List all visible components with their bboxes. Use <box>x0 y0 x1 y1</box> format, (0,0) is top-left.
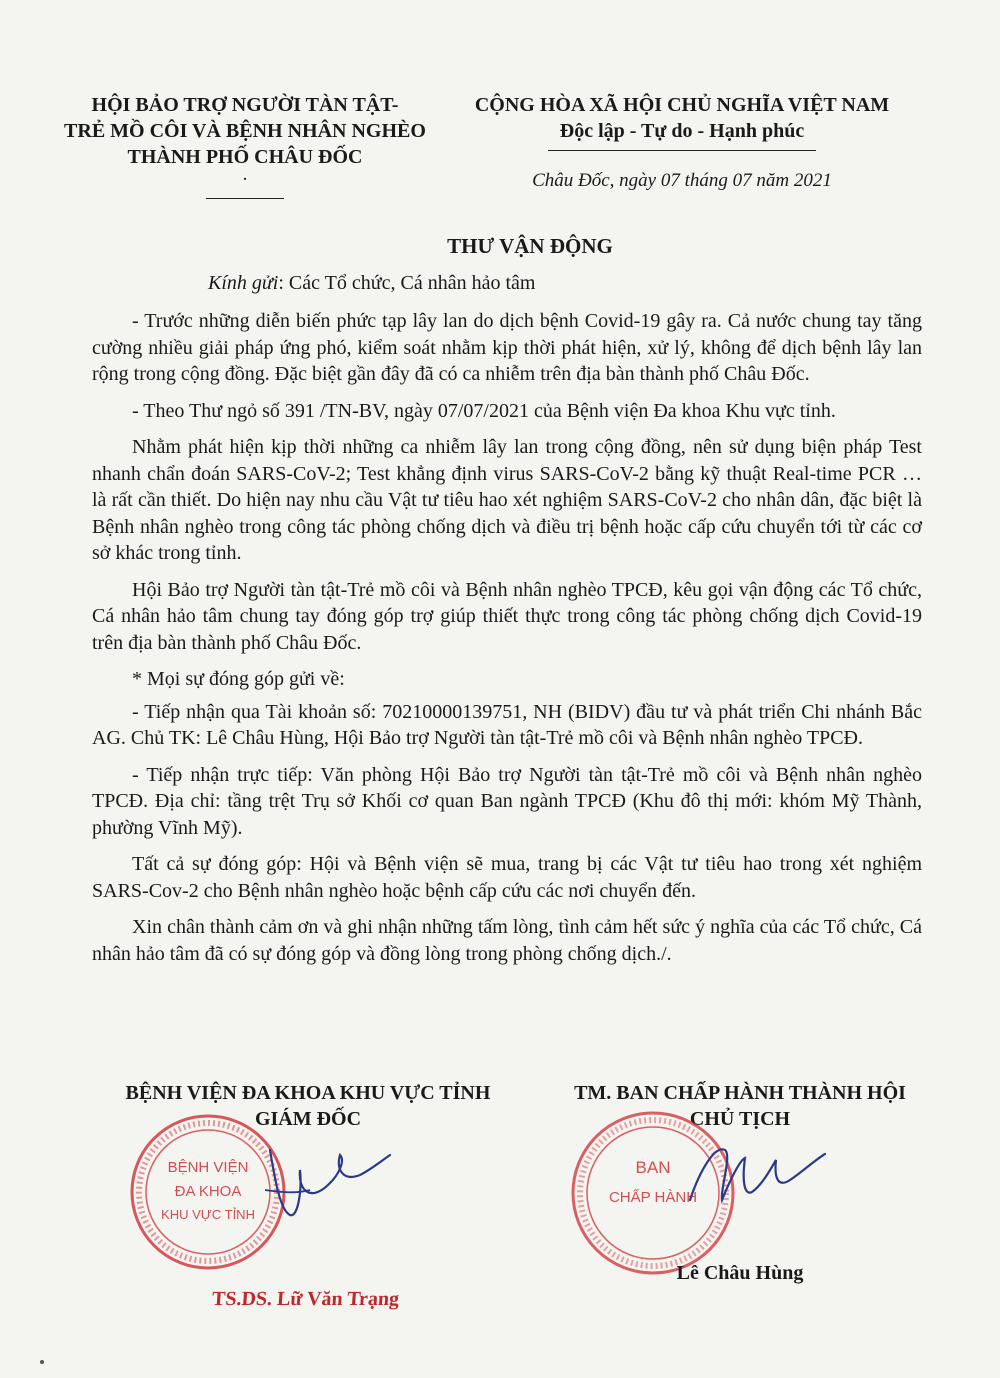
issuer-line-1: HỘI BẢO TRỢ NGƯỜI TÀN TẬT- <box>91 94 399 116</box>
paragraph: - Trước những diễn biến phức tạp lây lan do dịch bệnh Covid-19 gây ra. Cả nước chung tay tăng cường nhiều giải pháp ứng phó, kiểm soát nhằm kịp thời phát hiện, xử lý, không để dịch bệnh lây lan rộng trong cộng đồng. Đặc biệt gần đây đã có ca nhiễm trên địa bàn thành phố Châu Đốc. <box>92 310 922 385</box>
paragraph: Xin chân thành cảm ơn và ghi nhận những tấm lòng, tình cảm hết sức ý nghĩa của các Tổ chức, Cá nhân hảo tâm đã có sự đóng góp và đồng lòng trong phòng chống dịch./. <box>92 916 922 965</box>
signer-role-right: CHỦ TỊCH <box>689 1108 791 1130</box>
issuer-divider <box>206 198 284 199</box>
paragraph: Tất cả sự đóng góp: Hội và Bệnh viện sẽ mua, trang bị các Vật tư tiêu hao trong xét nghiệm SARS-Cov-2 cho Bệnh nhân nghèo hoặc bệnh cấp cứu các nơi chuyển đến. <box>92 853 922 902</box>
signer-name-right: Lê Châu Hùng <box>676 1262 804 1284</box>
national-title: CỘNG HÒA XÃ HỘI CHỦ NGHĨA VIỆT NAM <box>474 94 890 116</box>
national-header <box>462 92 902 151</box>
signature-right <box>680 1130 830 1220</box>
paragraph: * Mọi sự đóng góp gửi về: <box>132 668 345 690</box>
stamp-line: CHẤP HÀNH <box>608 1189 698 1206</box>
signature-left <box>250 1130 400 1230</box>
issuer-line-3: THÀNH PHỐ CHÂU ĐỐC <box>127 146 363 168</box>
signer-role-left: GIÁM ĐỐC <box>254 1108 362 1130</box>
paragraph: - Tiếp nhận trực tiếp: Văn phòng Hội Bảo trợ Người tàn tật-Trẻ mồ côi và Bệnh nhân nghèo TPCĐ. Địa chỉ: tầng trệt Trụ sở Khối cơ quan Ban ngành TPCĐ (Khu đô thị mới: khóm Mỹ Thành, phường Vĩnh Mỹ). <box>92 763 922 839</box>
paragraph: - Tiếp nhận qua Tài khoản số: 70210000139751, NH (BIDV) đầu tư và phát triển Chi nhánh Bắc AG. Chủ TK: Lê Châu Hùng, Hội Bảo trợ Người tàn tật-Trẻ mồ côi và Bệnh nhân nghèo TPCĐ. <box>92 700 922 749</box>
greeting-text: : Các Tổ chức, Cá nhân hảo tâm <box>278 272 536 294</box>
national-divider <box>548 150 816 151</box>
national-motto: Độc lập - Tự do - Hạnh phúc <box>559 120 805 142</box>
signer-org-left: BỆNH VIỆN ĐA KHOA KHU VỰC TỈNH <box>125 1082 491 1104</box>
scan-speck <box>40 1360 44 1364</box>
signer-name-left: TS.DS. Lữ Văn Trạng <box>211 1288 400 1310</box>
issuer-line-2: TRẺ MỒ CÔI VÀ BỆNH NHÂN NGHÈO <box>64 120 426 142</box>
paragraph: Hội Bảo trợ Người tàn tật-Trẻ mồ côi và Bệnh nhân nghèo TPCĐ, kêu gọi vận động các Tổ chức, Cá nhân hảo tâm chung tay đóng góp trợ giúp thiết thực trong công tác phòng chống dịch Covid-19 trên địa bàn thành phố Châu Đốc. <box>92 578 922 654</box>
greeting-label: Kính gửi <box>208 272 279 294</box>
stamp-line: KHU VỰC TỈNH <box>161 1207 255 1222</box>
issuer-header <box>30 92 460 199</box>
paragraph: Nhằm phát hiện kịp thời những ca nhiễm lây lan trong cộng đồng, nên sử dụng biện pháp Test nhanh chẩn đoán SARS-CoV-2; Test khẳng định virus SARS-CoV-2 bằng kỹ thuật Real-time PCR … là rất cần thiết. Do hiện nay nhu cầu Vật tư tiêu hao xét nghiệm SARS-CoV-2 cho nhân dân, đặc biệt là Bệnh nhân nghèo trong công tác phòng chống dịch và điều trị bệnh hoặc cấp cứu chuyển tới từ các cơ sở khác trong tỉnh. <box>92 436 922 564</box>
greeting <box>208 272 535 295</box>
issuer-dot: . <box>243 169 247 184</box>
stamp-line: BỆNH VIỆN <box>167 1159 249 1176</box>
stamp-line: ĐA KHOA <box>174 1183 242 1200</box>
paragraph: - Theo Thư ngỏ số 391 /TN-BV, ngày 07/07/2021 của Bệnh viện Đa khoa Khu vực tỉnh. <box>132 399 836 422</box>
dateline: Châu Đốc, ngày 07 tháng 07 năm 2021 <box>532 170 832 191</box>
signer-org-right: TM. BAN CHẤP HÀNH THÀNH HỘI <box>574 1082 906 1104</box>
stamp-line: BAN <box>635 1158 671 1177</box>
letter-body <box>92 308 922 977</box>
document-title: THƯ VẬN ĐỘNG <box>447 234 613 258</box>
